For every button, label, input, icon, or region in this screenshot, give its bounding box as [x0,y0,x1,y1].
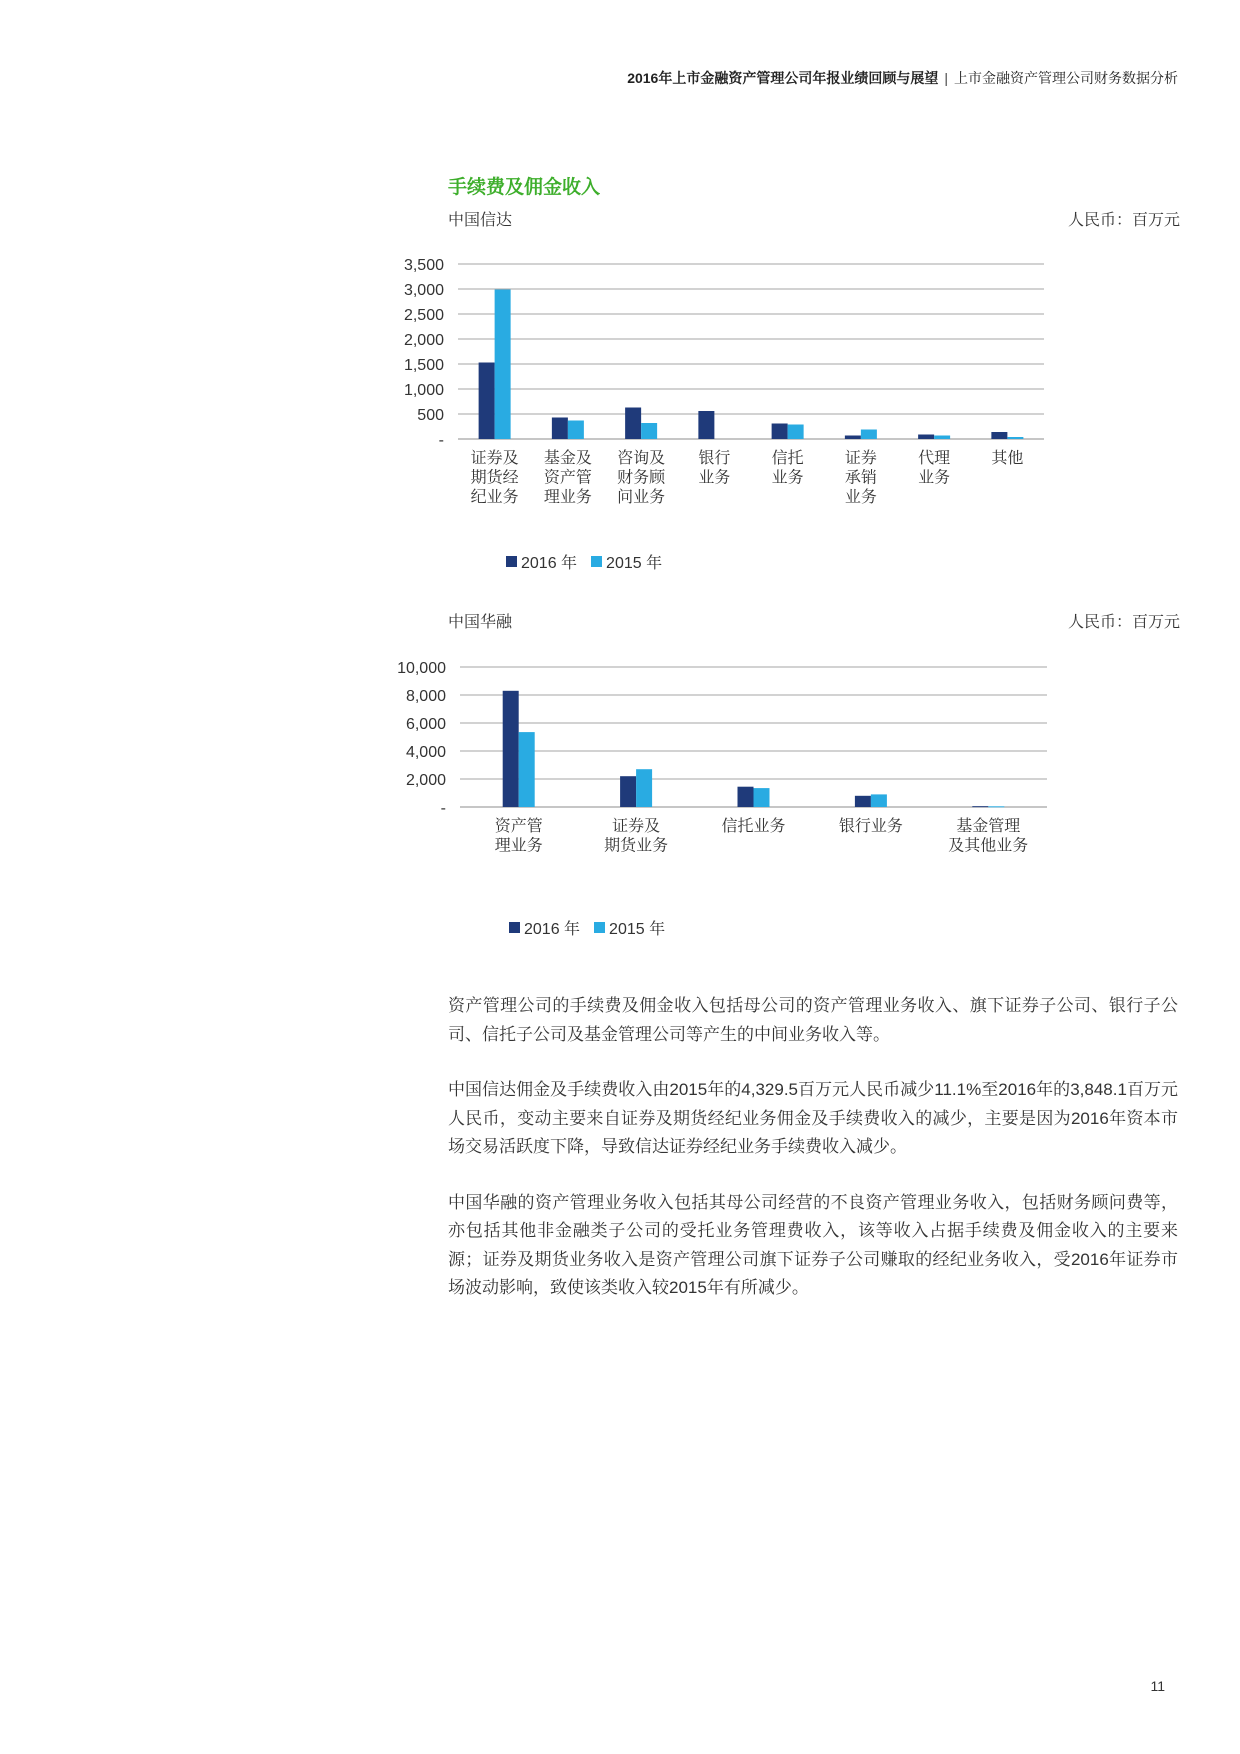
legend-label-2016: 2016 年 [521,555,578,572]
x-tick-label: 基金管理 [956,818,1021,835]
section-title: 手续费及佣金收入 [448,177,601,198]
bar-2016 [991,432,1007,439]
chart-legend [506,550,662,573]
page-header [627,68,1178,88]
x-tick-label: 业务 [698,469,731,487]
x-tick-label: 咨询及 [617,450,666,467]
x-tick-label: 其他 [991,450,1024,467]
x-tick-label: 业务 [771,469,804,487]
paragraph: 资产管理公司的手续费及佣金收入包括母公司的资产管理业务收入、旗下证券子公司、银行子公司、信托子公司及基金管理公司等产生的中间业务收入等。 [448,996,1178,1044]
bar-2015 [568,421,584,440]
x-tick-label: 业务 [918,469,951,487]
x-tick-label: 业务 [844,489,877,506]
x-tick-label: 及其他业务 [948,837,1029,855]
bar-2016 [918,435,934,440]
x-tick-label: 期货经 [470,469,519,487]
bar-2016 [625,408,641,440]
x-tick-label: 信托 [771,450,804,467]
y-tick-label: 4,000 [405,744,446,761]
bar-2016 [698,411,714,439]
bar-2016 [738,787,754,807]
y-tick-label: 500 [417,407,444,424]
y-tick-label: 1,000 [403,382,444,399]
bar-2016 [972,806,988,807]
y-tick-label: 3,500 [403,257,444,274]
bar-2015 [934,436,950,440]
bar-2015 [636,769,652,807]
legend-label-2015: 2015 年 [606,555,663,572]
chart-title: 中国信达 [448,212,513,229]
x-tick-label: 银行 [698,450,731,467]
x-tick-label: 资产管 [543,469,592,487]
x-tick-label: 证券及 [612,818,661,835]
legend-swatch-2016 [506,556,517,567]
legend-swatch-2015 [594,922,605,933]
bar-2016 [855,796,871,807]
x-tick-label: 银行业务 [838,818,903,835]
legend-label-2015: 2015 年 [609,921,666,938]
bar-2016 [552,418,568,440]
y-tick-label: 3,000 [403,282,444,299]
paragraph: 中国华融的资产管理业务收入包括其母公司经营的不良资产管理业务收入，包括财务顾问费等，亦包括其他非金融类子公司的受托业务管理费收入，该等收入占据手续费及佣金收入的主要来源；证券及期货业务收入是资产管理公司旗下证券子公司赚取的经纪业务收入，受2016年证券市场波动影响，致使该类收入较2015年有所减少。 [448,1192,1178,1297]
x-tick-label: 财务顾 [617,469,666,487]
legend-item-2016 [509,916,580,939]
y-tick-label: 2,000 [405,772,446,789]
legend-label-2016: 2016 年 [524,921,581,938]
x-tick-label: 纪业务 [470,489,519,506]
bar-2016 [503,691,519,807]
x-tick-label: 承销 [844,469,877,487]
x-tick-label: 问业务 [617,489,666,506]
x-tick-label: 证券 [844,450,877,467]
bar-2016 [772,424,788,440]
bar-2015 [861,430,877,440]
y-tick-label: 6,000 [405,716,446,733]
legend-item-2015 [594,916,665,939]
x-tick-label: 基金及 [543,450,592,467]
bar-2015 [519,732,535,807]
section-name: 上市金融资产管理公司财务数据分析 [954,70,1178,86]
x-tick-label: 理业务 [494,837,543,855]
bar-2015 [1007,437,1023,439]
header-separator: | [944,70,948,86]
x-tick-label: 资产管 [494,818,543,835]
paragraph: 中国信达佣金及手续费收入由2015年的4,329.5百万元人民币减少11.1%至2016年的3,848.1百万元人民币，变动主要来自证券及期货经纪业务佣金及手续费收入的减少，主要是因为2016年资本市场交易活跃度下降，导致信达证券经纪业务手续费收入减少。 [448,1080,1178,1156]
bar-2015 [988,806,1004,807]
x-tick-label: 证券及 [470,450,519,467]
chart-huarong-plot [397,643,1180,903]
legend-swatch-2015 [591,556,602,567]
y-tick-label: - [438,432,444,449]
y-tick-label: 8,000 [405,688,446,705]
bar-2015 [871,794,887,807]
y-tick-label: 2,000 [403,332,444,349]
chart-unit: 人民币：百万元 [1067,212,1180,229]
bar-2015 [754,788,770,807]
bar-2016 [479,363,495,440]
chart-title: 中国华融 [448,614,513,631]
x-tick-label: 理业务 [543,489,592,506]
legend-swatch-2016 [509,922,520,933]
y-tick-label: 1,500 [403,357,444,374]
bar-2016 [620,776,636,807]
bar-2016 [845,436,861,440]
y-tick-label: - [440,800,446,817]
bar-2015 [641,423,657,439]
legend-item-2016 [506,550,577,573]
report-title: 2016年上市金融资产管理公司年报业绩回顾与展望 [627,70,939,86]
legend-item-2015 [591,550,662,573]
x-tick-label: 信托业务 [721,818,786,835]
bar-2015 [788,425,804,440]
chart-unit: 人民币：百万元 [1067,614,1180,631]
page-number: 11 [1150,1678,1165,1694]
bar-2015 [495,290,511,440]
chart-cinda-plot [403,241,1180,531]
chart-legend [509,916,665,939]
y-tick-label: 10,000 [397,660,446,677]
x-tick-label: 期货业务 [604,837,669,855]
y-tick-label: 2,500 [403,307,444,324]
chart-cinda [403,205,1180,590]
x-tick-label: 代理 [918,450,951,467]
body-text [448,992,1178,1330]
chart-huarong [397,607,1180,947]
